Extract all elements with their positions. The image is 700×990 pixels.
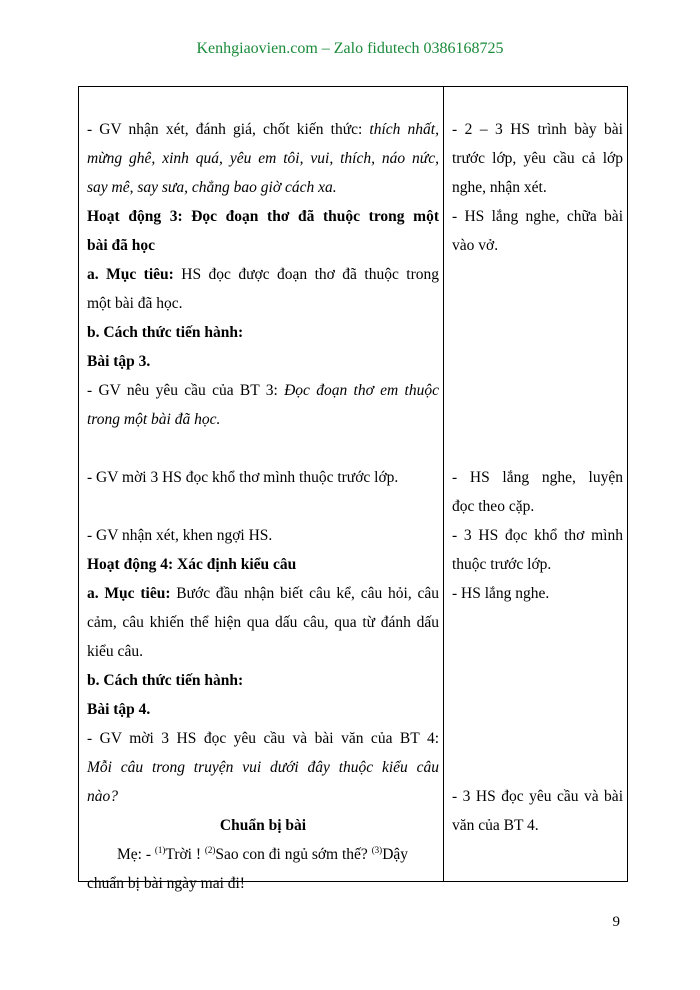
story-line: Mẹ: - $^{(1)}$Trời ! $^{(2)}$Sao con đi ngủ sớm thế? $^{(3)}$Dậy (117, 844, 409, 863)
text-line: kiểu câu. (87, 643, 143, 660)
text-line: - GV nhận xét, khen ngợi HS. (87, 527, 273, 544)
blank-line (452, 405, 623, 434)
text-line: nghe, nhận xét. (452, 179, 547, 196)
story-line: chuẩn bị bài ngày mai đi! (87, 875, 245, 892)
text-line: mừng ghê, xinh quá, yêu em tôi, vui, thích, náo nức, (87, 150, 439, 167)
text-line: vào vở. (452, 237, 499, 254)
section-heading: b. Cách thức tiến hành: (87, 672, 244, 689)
text-line: say mê, say sưa, chẳng bao giờ cách xa. (87, 179, 337, 196)
exercise-heading: Bài tập 3. (87, 353, 151, 370)
blank-line (452, 666, 623, 695)
text-line: Mỗi câu trong truyện vui dưới đây thuộc kiểu câu (87, 759, 439, 776)
text-line: trước lớp, yêu cầu cả lớp (452, 150, 623, 167)
text-line: cảm, câu khiến thể hiện qua dấu câu, qua từ đánh dấu (87, 614, 439, 631)
section-heading: b. Cách thức tiến hành: (87, 324, 244, 341)
blank-line (452, 695, 623, 724)
exercise-heading: Bài tập 4. (87, 701, 151, 718)
text-line: - HS lắng nghe, luyện (452, 469, 623, 486)
text-line: một bài đã học. (87, 295, 183, 312)
text-line: - GV nêu yêu cầu của BT 3: Đọc đoạn thơ em thuộc (87, 382, 439, 399)
text-line: - 2 – 3 HS trình bày bài (452, 121, 623, 138)
text-line: - 3 HS đọc khổ thơ mình (452, 527, 623, 544)
blank-line (452, 347, 623, 376)
blank-line (452, 637, 623, 666)
text-line: - HS lắng nghe. (452, 585, 550, 602)
activity-heading: Hoạt động 3: Đọc đoạn thơ đã thuộc trong một (87, 208, 439, 225)
activity-heading: bài đã học (87, 237, 156, 254)
blank-line (452, 289, 623, 318)
text-line: đọc theo cặp. (452, 498, 535, 515)
blank-line (452, 724, 623, 753)
blank-line (87, 434, 439, 463)
text-line: - HS lắng nghe, chữa bài (452, 208, 623, 225)
lesson-table (78, 86, 628, 892)
blank-line (452, 318, 623, 347)
story-title: Chuẩn bị bài (219, 817, 307, 834)
text-line: - 3 HS đọc yêu cầu và bài (452, 788, 623, 805)
blank-line (452, 434, 623, 463)
blank-line (452, 608, 623, 637)
objective-line: a. Mục tiêu: Bước đầu nhận biết câu kể, câu hỏi, câu (87, 585, 440, 602)
teacher-activities-column (87, 115, 439, 898)
activity-heading: Hoạt động 4: Xác định kiểu câu (87, 556, 297, 573)
text-line: - GV nhận xét, đánh giá, chốt kiến thức: thích nhất, (87, 121, 439, 138)
text-line: thuộc trước lớp. (452, 556, 552, 573)
blank-line (452, 376, 623, 405)
text-line: văn của BT 4. (452, 817, 539, 834)
objective-line: a. Mục tiêu: HS đọc được đoạn thơ đã thuộc trong (87, 266, 439, 283)
student-activities-column (452, 115, 623, 840)
text-line: - GV mời 3 HS đọc yêu cầu và bài văn của BT 4: (87, 730, 439, 747)
blank-line (452, 260, 623, 289)
column-divider (443, 87, 444, 881)
blank-line (452, 753, 623, 782)
page-number: 9 (612, 914, 620, 930)
blank-line (87, 492, 439, 521)
text-line: trong một bài đã học. (87, 411, 221, 428)
text-line: nào? (87, 788, 118, 805)
text-line: - GV mời 3 HS đọc khổ thơ mình thuộc trước lớp. (87, 469, 399, 486)
page-header[interactable]: Kenhgiaovien.com – Zalo fidutech 0386168725 (196, 40, 504, 57)
